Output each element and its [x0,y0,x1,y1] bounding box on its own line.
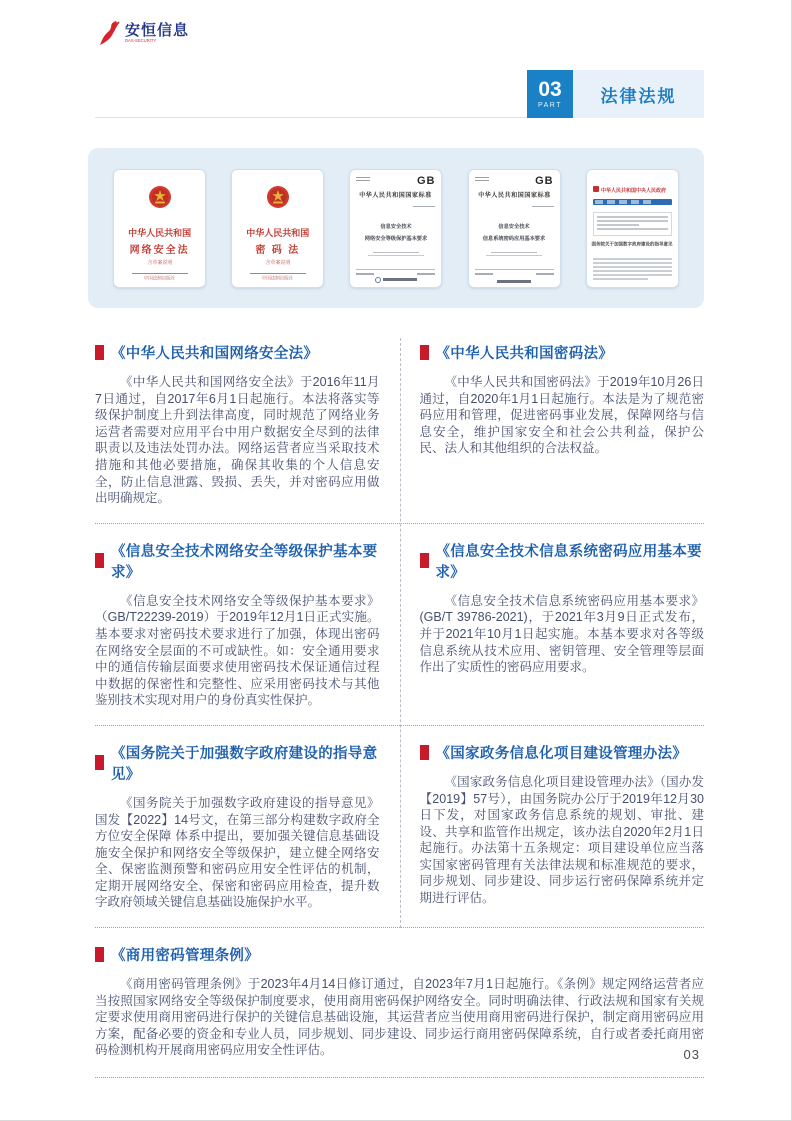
red-bullet-icon [95,755,104,770]
gb-title: 网络安全等级保护基本要求 [364,236,428,242]
section-heading [420,540,705,582]
part-word: PART [537,102,563,109]
national-emblem-icon [265,184,291,215]
cover-gb22239-standard [349,169,442,288]
gb-english-subtitle2 [486,255,542,256]
gb-subject: 信息安全技术 [380,223,412,230]
red-bullet-icon [95,345,104,360]
gb-english-subtitle [373,252,419,253]
cover-cybersecurity-law [113,169,206,288]
section-body: 《中华人民共和国网络安全法》于2016年11月7日通过，自2017年6月1日起施行。本法将落实等级保护制度上升到法律高度，同时规范了网络业务运营者需要对应用平台中用户数据安全尽到的法律职责以及违法处罚办法。网络运营者应当采取技术措施和其他必要措施，确保其收集的个人信息安全，防止信息泄露、毁损、丢失，并对密码应用做出明确规定。 [95,375,380,506]
part-badge [527,70,704,118]
gb-top-row [356,175,435,187]
brand-name: 安恒信息 [125,21,190,39]
section-cryptography-law [420,342,705,507]
page-number: 03 [683,1047,700,1062]
gb-subject: 信息安全技术 [498,223,530,230]
gb-title-block [356,224,435,256]
gov-site-header [593,182,672,197]
section-title: 《信息安全技术网络安全等级保护基本要求》 [111,543,378,581]
brand-tagline: DAS-SECURITY [125,38,157,43]
gb-logo: GB [535,174,554,187]
section-title: 《国务院关于加强数字政府建设的指导意见》 [111,745,378,783]
gb-seal-icon [375,277,381,283]
gov-meta-table [593,212,672,236]
cover-rule [132,273,188,274]
national-emblem-icon [147,184,173,215]
logo-swoosh-icon [99,20,121,51]
section-egov-project-management [420,742,705,911]
section-heading [95,742,380,784]
section-cybersecurity-law [95,342,380,507]
part-number-box [527,70,573,118]
gov-navbar [593,199,672,205]
gb-dates-row [475,269,554,275]
cover-country-line: 中华人民共和国 [246,227,310,238]
cover-gov-website [586,169,679,288]
logo-text [125,23,199,49]
gb-english-subtitle [491,252,537,253]
section-body: 《国家政务信息化项目建设管理办法》（国办发【2019】57号），由国务院办公厅于2019年12月30日下发，对国家政务信息系统的规划、审批、建设、共享和监管作出规定，该办法自2020年2月1日起施行。办法第十五条规定：项目建设单位应当落实国家密码管理有关法律法规和标准规范的要求，同步规划、同步建设、同步运行密码保障系统并定期进行评估。 [419,774,704,906]
red-bullet-icon [95,553,104,568]
section-commercial-crypto-regulation [95,928,704,1078]
red-bullet-icon [420,345,429,360]
section-digital-government-guidance [95,742,380,911]
gb-title-block [475,224,554,256]
section-body: 《信息安全技术信息系统密码应用基本要求》(GB/T 39786-2021)，于2021年3月9日正式发布，并于2021年10月1日起实施。本基本要求对各等级信息系统从技术应用、密钥管理、安全管理等层面作出了实质性的密码应用要求。 [419,593,704,675]
gb-standard-number [413,206,435,207]
section-heading [95,944,704,965]
gb-publisher-row [350,277,441,283]
sections-content [95,334,704,1078]
gb-logo: GB [416,174,436,187]
cover-title: 网络安全法 [129,244,190,256]
cover-note: 含草案说明 [265,259,291,265]
gb-top-row [475,175,554,187]
gov-doc-title: 国务院关于加强数字政府建设的指导意见 [591,241,673,247]
gb-standard-header: 中华人民共和国国家标准 [359,191,433,199]
cover-title: 密 码 法 [255,244,301,256]
section-body: 《商用密码管理条例》于2023年4月14日修订通过，自2023年7月1日起施行。《条例》规定网络运营者应当按照国家网络安全等级保护制度要求，使用商用密码保护网络安全。同时明确法律、行政法规和国家有关规定要求使用商用密码进行保护的关键信息基础设施，其运营者应当使用商用密码进行保护，制定商用密码应用方案，配备必要的资金和专业人员，同步规划、同步建设、同步运行商用密码保障系统，自行或者委托商用密码检测机构开展商用密码应用安全性评估。 [95,977,704,1058]
section-body: 《中华人民共和国密码法》于2019年10月26日通过，自2020年1月1日起施行。本法是为了规范密码应用和管理，促进密码事业发展，保障网络与信息安全，维护国家安全和社会公共利益，保护公民、法人和其他组织的合法权益。 [419,375,704,456]
section-title: 《信息安全技术信息系统密码应用基本要求》 [435,543,702,581]
section-row-3 [95,726,704,928]
gov-body-lines [593,258,672,282]
part-number: 03 [538,78,562,101]
section-mlps-requirements [95,540,380,709]
section-title: 《中华人民共和国网络安全法》 [111,346,319,362]
section-row-1 [95,334,704,524]
gov-site-name: 中华人民共和国中央人民政府 [600,187,666,193]
gb-dates-row [356,269,435,275]
gb-title: 信息系统密码应用基本要求 [482,236,546,242]
section-heading [95,342,380,363]
page-title: 法律法规 [600,86,677,106]
red-bullet-icon [95,947,104,962]
cover-publisher: 中国法制出版社 [143,275,176,280]
gb-code-lines [356,177,370,183]
section-title: 《国家政务信息化项目建设管理办法》 [435,745,688,762]
section-heading [420,342,705,363]
cover-cryptography-law [231,169,324,288]
section-heading [420,742,705,763]
company-logo [99,20,199,51]
covers-banner [88,148,704,308]
red-bullet-icon [420,553,429,568]
cover-country-line: 中华人民共和国 [128,227,192,238]
section-title: 《中华人民共和国密码法》 [435,346,614,362]
part-title-bar [573,70,704,118]
gb-english-subtitle2 [368,255,424,256]
section-body: 《信息安全技术网络安全等级保护基本要求》（GB/T22239-2019）于2019年12月1日正式实施。基本要求对密码技术要求进行了加强，体现出密码在网络安全层面的不可或缺性。如：安全通用要求中的通信传输层面要求使用密码技术保证通信过程中数据的保密性和完整性、应采用密码技术与其他鉴别技术实现对用户的身份真实性保护。 [95,593,380,708]
section-crypto-application-requirements [420,540,705,709]
section-row-2 [95,524,704,726]
cover-gb39786-standard [468,169,561,288]
cover-rule [250,273,306,274]
section-heading [95,540,380,582]
section-body: 《国务院关于加强数字政府建设的指导意见》国发【2022】14号文，在第三部分构建数字政府全方位安全保障 体系中提出，要加强关键信息基础设施安全保护和网络安全等级保护，建立健全网络安全、保密监测预警和密码应用安全性评估的机制，定期开展网络安全、保密和密码应用检查，提升数字政府领域关键信息基础设施保护水平。 [95,795,380,910]
section-title: 《商用密码管理条例》 [111,948,259,965]
cover-publisher: 中国法制出版社 [262,275,294,280]
cover-note: 含草案说明 [147,259,173,265]
gb-standard-header: 中华人民共和国国家标准 [477,191,551,199]
page-header [95,0,704,118]
two-column-rows [95,334,704,928]
gb-code-lines [475,177,489,183]
gb-publisher-row [469,280,560,283]
gb-standard-number [532,206,554,207]
gov-emblem-icon [593,186,599,192]
red-bullet-icon [420,745,429,760]
